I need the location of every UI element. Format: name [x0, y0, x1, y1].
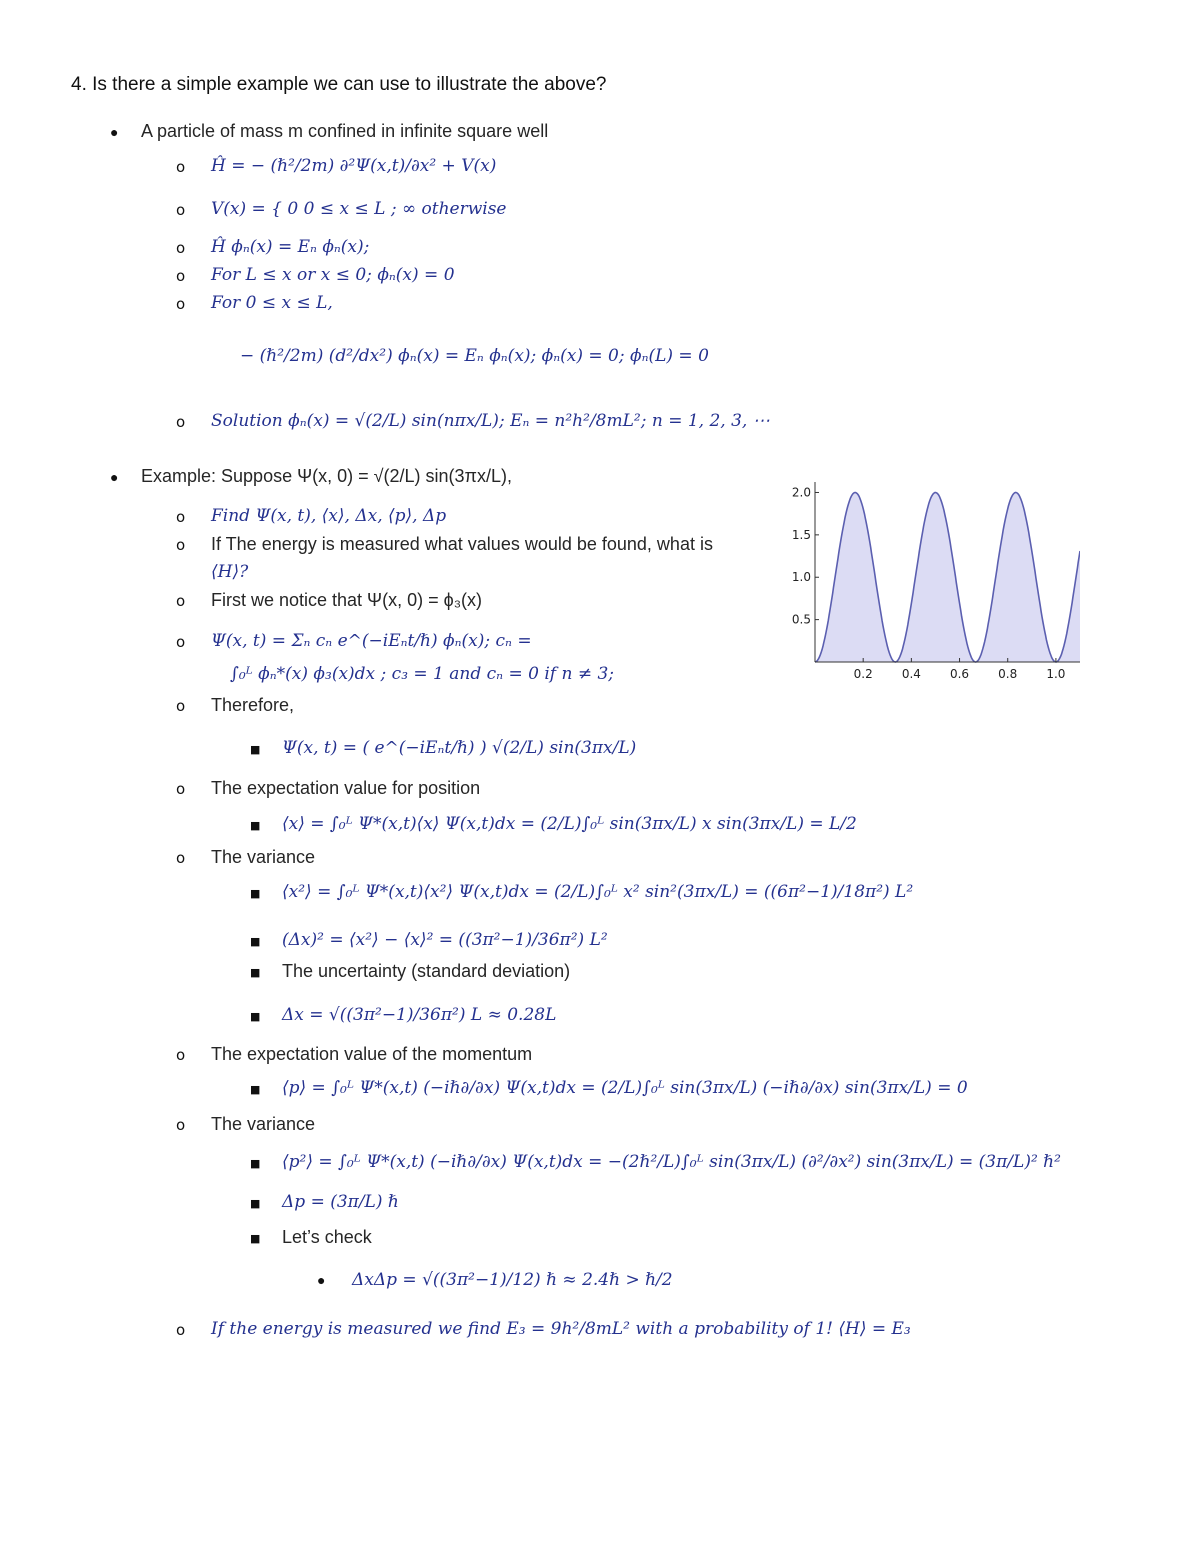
coefficient-eq: ∫₀ᴸ ϕₙ*(x) ϕ₃(x)dx ; c₃ = 1 and cₙ = 0 if n ≠ 3;	[230, 664, 615, 684]
sub-bullet: o	[176, 295, 186, 313]
sub-bullet: o	[176, 780, 186, 798]
square-bullet: ■	[250, 819, 261, 832]
density-area	[815, 493, 1080, 663]
y-tick-label: 2.0	[791, 485, 811, 500]
square-bullet: ■	[250, 887, 261, 900]
sub-bullet: o	[176, 1116, 186, 1134]
expansion-eq: Ψ(x, t) = Σₙ cₙ e^(−iEₙt/ℏ) ϕₙ(x); cₙ =	[211, 631, 532, 651]
sub-bullet: o	[176, 592, 186, 610]
energy-question-cont: ⟨H⟩?	[211, 562, 249, 582]
heading: 4. Is there a simple example we can use to illustrate the above?	[71, 74, 607, 95]
y-tick-label: 0.5	[791, 612, 811, 627]
x-tick-label: 0.4	[901, 667, 921, 681]
square-bullet: ■	[250, 1083, 261, 1096]
boundary-inside: For 0 ≤ x ≤ L,	[211, 293, 333, 313]
momentum-label: The expectation value of the momentum	[211, 1044, 533, 1064]
square-bullet: ■	[250, 1197, 261, 1210]
square-bullet: ■	[250, 1010, 261, 1023]
first-notice: First we notice that Ψ(x, 0) = ϕ₃(x)	[211, 590, 483, 610]
potential-eq: V(x) = { 0 0 ≤ x ≤ L ; ∞ otherwise	[211, 199, 507, 219]
variance-label-2: The variance	[211, 1114, 316, 1134]
uncertainty-label: The uncertainty (standard deviation)	[282, 961, 571, 981]
square-bullet: ■	[250, 1157, 261, 1170]
solution-eq: Solution ϕₙ(x) = √(2/L) sin(nπx/L); Eₙ = n²h²/8mL²; n = 1, 2, 3, ⋯	[211, 411, 770, 431]
p-expect-eq: ⟨p⟩ = ∫₀ᴸ Ψ*(x,t) (−iℏ∂/∂x) Ψ(x,t)dx = (2/L)∫₀ᴸ sin(3πx/L) (−iℏ∂/∂x) sin(3πx/L) = 0	[282, 1078, 968, 1098]
y-tick-label: 1.5	[791, 527, 811, 542]
therefore-label: Therefore,	[211, 695, 295, 715]
x2-expect-eq: ⟨x²⟩ = ∫₀ᴸ Ψ*(x,t)⟨x²⟩ Ψ(x,t)dx = (2/L)∫₀ᴸ x² sin²(3πx/L) = ((6π²−1)/18π²) L²	[282, 882, 914, 902]
dp-eq: Δp = (3π/L) ℏ	[282, 1192, 399, 1212]
uncertainty-product-eq: ΔxΔp = √((3π²−1)/12) ℏ ≈ 2.4ℏ > ℏ/2	[352, 1270, 673, 1290]
sub-bullet: o	[176, 633, 186, 651]
square-bullet: ■	[250, 966, 261, 979]
probability-density-plot	[780, 478, 1080, 688]
x-tick-label: 0.6	[949, 667, 970, 681]
sub-bullet: o	[176, 508, 186, 526]
sub-bullet: o	[176, 158, 186, 176]
bullet-1-text: A particle of mass m confined in infinite square well	[141, 121, 549, 141]
position-label: The expectation value for position	[211, 778, 481, 798]
bullet-dot: ●	[110, 469, 119, 485]
psi-xt-eq: Ψ(x, t) = ( e^(−iEₙt/ℏ) ) √(2/L) sin(3πx/L)	[282, 738, 637, 758]
y-tick-label: 1.0	[791, 570, 811, 585]
find-items: Find Ψ(x, t), ⟨x⟩, Δx, ⟨p⟩, Δp	[211, 506, 447, 526]
sub-bullet: o	[176, 536, 186, 554]
bullet-dot: ●	[317, 1272, 326, 1288]
sub-bullet: o	[176, 239, 186, 257]
variance-label: The variance	[211, 847, 316, 867]
schrodinger-eq: − (ℏ²/2m) (d²/dx²) ϕₙ(x) = Eₙ ϕₙ(x); ϕₙ(x) = 0; ϕₙ(L) = 0	[240, 346, 709, 366]
sub-bullet: o	[176, 697, 186, 715]
eigen-eq: Ĥ ϕₙ(x) = Eₙ ϕₙ(x);	[211, 237, 370, 257]
sub-bullet: o	[176, 201, 186, 219]
sub-bullet: o	[176, 267, 186, 285]
sub-bullet: o	[176, 1321, 186, 1339]
position-expect-eq: ⟨x⟩ = ∫₀ᴸ Ψ*(x,t)⟨x⟩ Ψ(x,t)dx = (2/L)∫₀ᴸ sin(3πx/L) x sin(3πx/L) = L/2	[282, 814, 857, 834]
boundary-outside: For L ≤ x or x ≤ 0; ϕₙ(x) = 0	[211, 265, 455, 285]
x-tick-label: 0.8	[998, 667, 1018, 681]
square-bullet: ■	[250, 935, 261, 948]
sub-bullet: o	[176, 413, 186, 431]
dx-eq: Δx = √((3π²−1)/36π²) L ≈ 0.28L	[282, 1005, 557, 1025]
sub-bullet: o	[176, 849, 186, 867]
p2-expect-eq: ⟨p²⟩ = ∫₀ᴸ Ψ*(x,t) (−iℏ∂/∂x) Ψ(x,t)dx = −(2ℏ²/L)∫₀ᴸ sin(3πx/L) (∂²/∂x²) sin(3πx/L) = (3π/L)² ℏ²	[282, 1152, 1061, 1172]
energy-question: If The energy is measured what values would be found, what is	[211, 534, 713, 554]
square-bullet: ■	[250, 743, 261, 756]
lets-check-label: Let’s check	[282, 1227, 372, 1247]
sub-bullet: o	[176, 1046, 186, 1064]
bullet-2-text: Example: Suppose Ψ(x, 0) = √(2/L) sin(3πx/L),	[141, 466, 512, 486]
energy-result: If the energy is measured we find E₃ = 9h²/8mL² with a probability of 1! ⟨H⟩ = E₃	[211, 1319, 911, 1339]
bullet-dot: ●	[110, 124, 119, 140]
dx2-eq: (Δx)² = ⟨x²⟩ − ⟨x⟩² = ((3π²−1)/36π²) L²	[282, 930, 608, 950]
x-tick-label: 0.2	[853, 667, 873, 681]
square-bullet: ■	[250, 1232, 261, 1245]
x-tick-label: 1.0	[1046, 667, 1066, 681]
hamiltonian-eq: Ĥ = − (ℏ²/2m) ∂²Ψ(x,t)/∂x² + V(x)	[211, 156, 497, 176]
